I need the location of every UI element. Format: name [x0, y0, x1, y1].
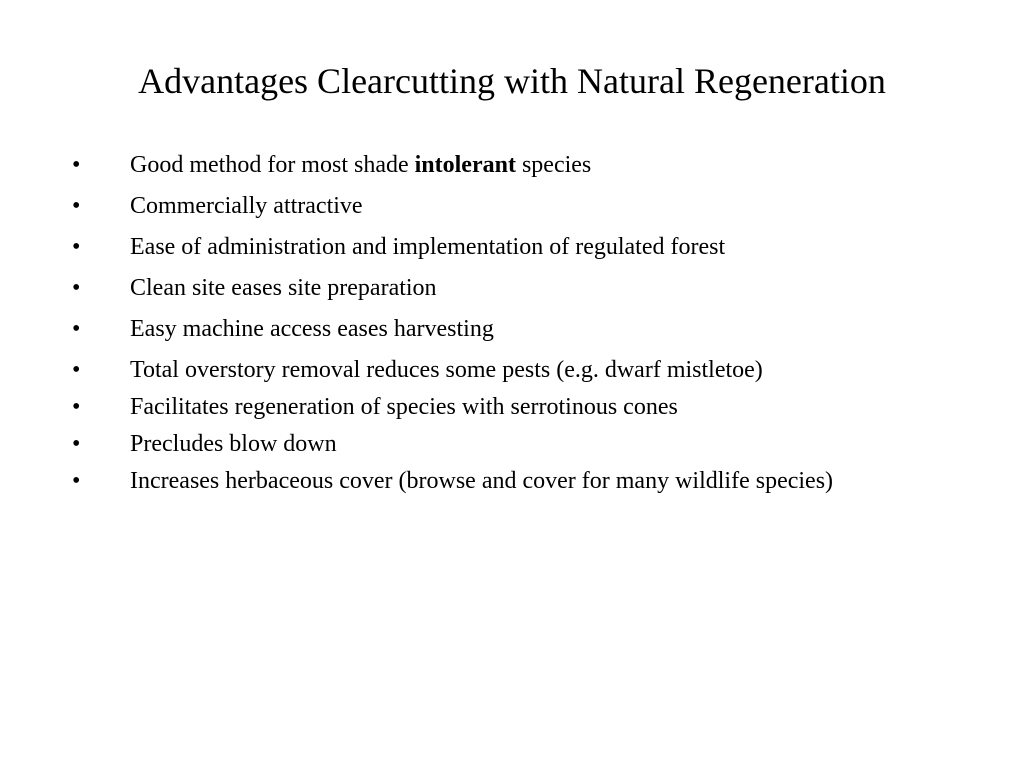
bullet-text: Good method for most shade	[130, 152, 415, 178]
bullet-text: Ease of administration and implementation of regulated forest	[130, 234, 726, 260]
bullet-marker: •	[72, 275, 81, 301]
bullet-item	[72, 191, 833, 221]
bullet-marker: •	[72, 234, 81, 260]
bullet-marker: •	[72, 468, 81, 494]
bullet-marker: •	[72, 316, 81, 342]
bullet-item	[72, 232, 833, 262]
bullet-marker: •	[72, 193, 81, 219]
bullet-list	[72, 150, 833, 496]
bullet-marker: •	[72, 431, 81, 457]
bullet-item	[72, 355, 833, 385]
bullet-text: Increases herbaceous cover (browse and cover for many wildlife species)	[130, 468, 834, 494]
bullet-text: species	[515, 152, 592, 178]
bullet-text: Easy machine access eases harvesting	[130, 316, 494, 342]
bullet-text: Facilitates regeneration of species with serrotinous cones	[130, 394, 678, 420]
bullet-item	[72, 392, 833, 422]
bullet-marker: •	[72, 152, 81, 178]
bullet-marker: •	[72, 394, 81, 420]
bullet-item	[72, 466, 833, 496]
bullet-text: Clean site eases site preparation	[130, 275, 437, 301]
bullet-item	[72, 314, 833, 344]
bullet-item	[72, 150, 833, 180]
bullet-text: Total overstory removal reduces some pests (e.g. dwarf mistletoe)	[130, 357, 763, 383]
bullet-text: Precludes blow down	[130, 431, 337, 457]
bullet-emphasis: intolerant	[414, 152, 516, 178]
bullet-item	[72, 429, 833, 459]
bullet-item	[72, 273, 833, 303]
bullet-marker: •	[72, 357, 81, 383]
bullet-text: Commercially attractive	[130, 193, 363, 219]
slide-title: Advantages Clearcutting with Natural Regeneration	[138, 61, 886, 101]
